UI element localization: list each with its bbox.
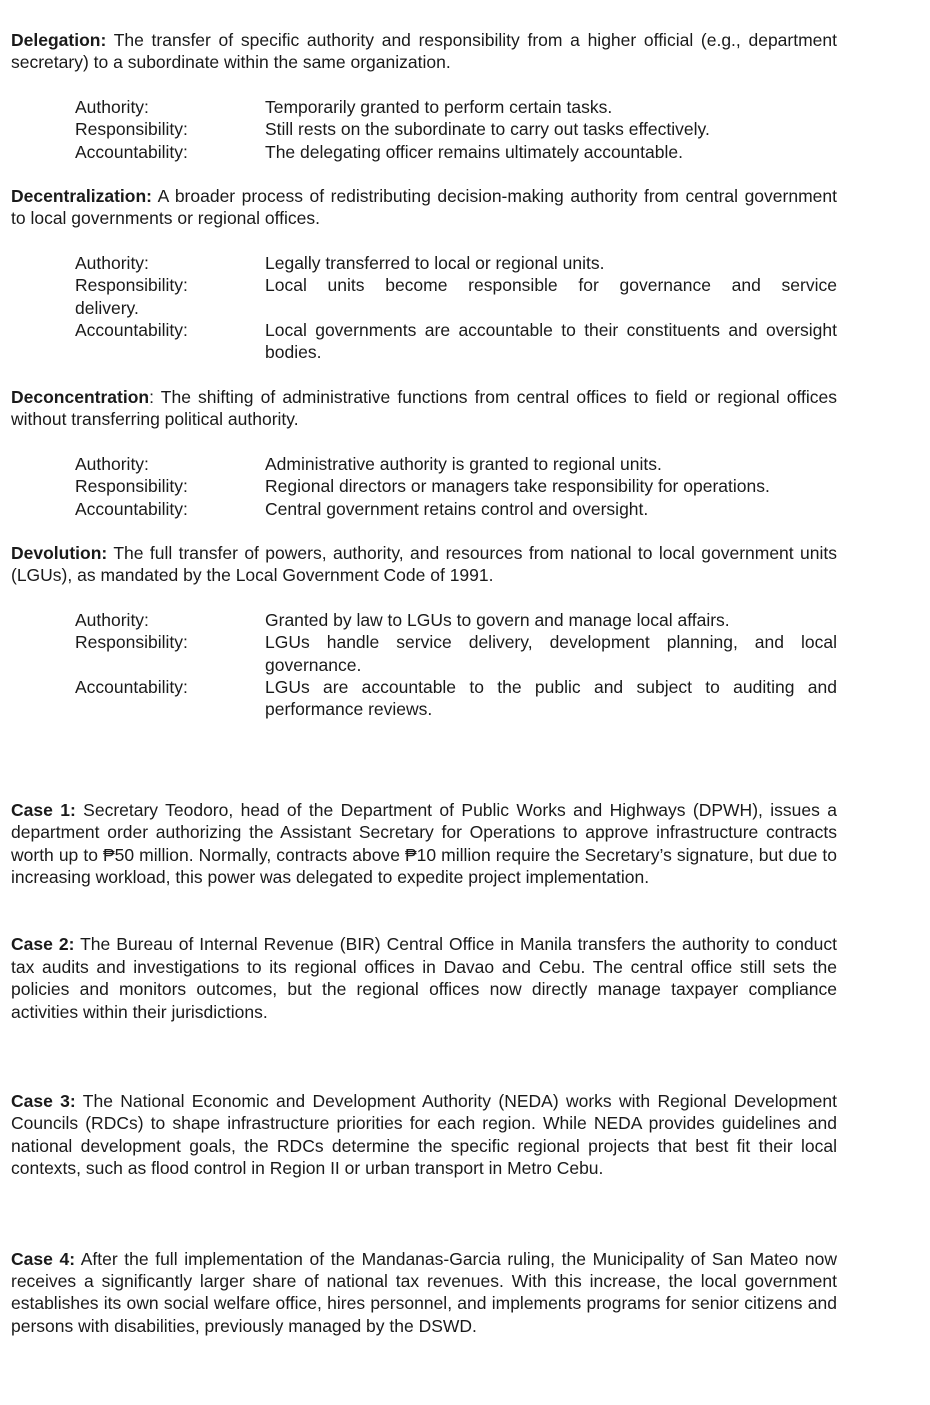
attribute-text-overflow: delivery. <box>75 297 139 318</box>
definition-text: The shifting of administrative functions from central offices to field or regional offices without transferring political authority. <box>11 386 837 430</box>
attribute-text: Local governments are accountable to their constituents and oversight bodies. <box>265 320 837 363</box>
attribute-text: Administrative authority is granted to regional units. <box>265 453 662 474</box>
term-heading: Deconcentration <box>11 386 150 407</box>
attribute-row-authority <box>75 453 837 475</box>
term-suffix: : <box>149 386 154 407</box>
attribute-text: Still rests on the subordinate to carry out tasks effectively. <box>265 119 710 140</box>
definition-decentralization <box>11 185 837 230</box>
definition-devolution <box>11 542 837 587</box>
attribute-row-authority <box>75 252 837 274</box>
attribute-label: Authority: <box>75 252 149 273</box>
attribute-text: Local units become responsible for governance and service <box>265 275 837 296</box>
definition-text: The transfer of specific authority and responsibility from a higher official (e.g., department secretary) to a subordinate within the same organization. <box>11 30 838 73</box>
attribute-row-responsibility <box>75 475 837 497</box>
attribute-row-responsibility <box>75 118 837 140</box>
case-label: Case 4: <box>11 1248 76 1269</box>
attribute-text: The delegating officer remains ultimately accountable. <box>265 141 683 162</box>
attribute-table-deconcentration <box>75 453 837 520</box>
case-4 <box>11 1248 837 1338</box>
case-text: Secretary Teodoro, head of the Department of Public Works and Highways (DPWH), issues a department order authorizing the Assistant Secretary for Operations to approve infrastructure contracts worth up to ₱50 million. Normally, contracts above ₱10 million require the Secretary’s signature, but due to increasing workload, this power was delegated to expedite project implementation. <box>11 799 837 887</box>
attribute-row-authority <box>75 609 837 631</box>
attribute-row-responsibility <box>75 274 837 296</box>
case-label: Case 1: <box>11 799 76 820</box>
spacer <box>11 1023 837 1090</box>
case-label: Case 3: <box>11 1091 76 1111</box>
attribute-table-decentralization <box>75 252 837 364</box>
attribute-label: Authority: <box>75 96 149 117</box>
term-heading: Decentralization: <box>11 186 152 207</box>
attribute-text: Granted by law to LGUs to govern and manage local affairs. <box>265 609 730 630</box>
term-heading: Delegation: <box>11 30 107 50</box>
attribute-label: Authority: <box>75 453 149 474</box>
attribute-text: Central government retains control and oversight. <box>265 498 649 519</box>
attribute-text: LGUs are accountable to the public and subject to auditing and performance reviews. <box>265 676 837 720</box>
attribute-label: Accountability: <box>75 498 188 519</box>
case-text: The National Economic and Development Authority (NEDA) works with Regional Development Councils (RDCs) to shape infrastructure priorities for each region. While NEDA provides guidelines and national development goals, the RDCs determine the specific regional projects that best fit their local contexts, such as flood control in Region II or urban transport in Metro Cebu. <box>11 1091 837 1179</box>
spacer <box>11 1180 837 1248</box>
attribute-label: Authority: <box>75 609 149 630</box>
attribute-label: Accountability: <box>75 141 188 162</box>
attribute-text: LGUs handle service delivery, development planning, and local governance. <box>265 632 837 675</box>
case-3 <box>11 1090 837 1180</box>
definition-delegation <box>11 29 837 74</box>
attribute-label: Responsibility: <box>75 476 188 497</box>
definition-text: The full transfer of powers, authority, and resources from national to local government units (LGUs), as mandated by the Local Government Code of 1991. <box>11 542 838 586</box>
attribute-label: Responsibility: <box>75 119 188 140</box>
document-page <box>11 29 837 1337</box>
spacer <box>11 743 837 799</box>
term-heading: Devolution: <box>11 542 108 563</box>
attribute-text: Regional directors or managers take responsibility for operations. <box>265 476 770 497</box>
attribute-label: Responsibility: <box>75 275 188 296</box>
attribute-row-accountability <box>75 319 837 364</box>
case-label: Case 2: <box>11 934 75 955</box>
attribute-row-accountability <box>75 676 837 721</box>
case-2 <box>11 933 837 1023</box>
definition-deconcentration <box>11 386 837 431</box>
attribute-label: Accountability: <box>75 676 188 697</box>
attribute-label: Accountability: <box>75 320 188 341</box>
attribute-table-delegation <box>75 96 837 163</box>
attribute-row-responsibility <box>75 631 837 676</box>
attribute-table-devolution <box>75 609 837 721</box>
case-1 <box>11 799 837 889</box>
case-text: The Bureau of Internal Revenue (BIR) Central Office in Manila transfers the authority to conduct tax audits and investigations to its regional offices in Davao and Cebu. The central office still sets the policies and monitors outcomes, but the regional offices now directly manage taxpayer compliance activities within their jurisdictions. <box>11 934 838 1022</box>
attribute-row-accountability <box>75 141 837 163</box>
attribute-row-accountability <box>75 498 837 520</box>
spacer <box>11 888 837 933</box>
definition-text: A broader process of redistributing decision-making authority from central government to local governments or regional offices. <box>11 186 837 229</box>
attribute-text: Legally transferred to local or regional units. <box>265 252 605 273</box>
case-text: After the full implementation of the Mandanas-Garcia ruling, the Municipality of San Mateo now receives a significantly larger share of national tax revenues. With this increase, the local government establishes its own social welfare office, hires personnel, and implements programs for senior citizens and persons with disabilities, previously managed by the DSWD. <box>11 1248 837 1336</box>
attribute-label: Responsibility: <box>75 632 188 653</box>
attribute-row-authority <box>75 96 837 118</box>
attribute-text: Temporarily granted to perform certain tasks. <box>265 96 613 117</box>
